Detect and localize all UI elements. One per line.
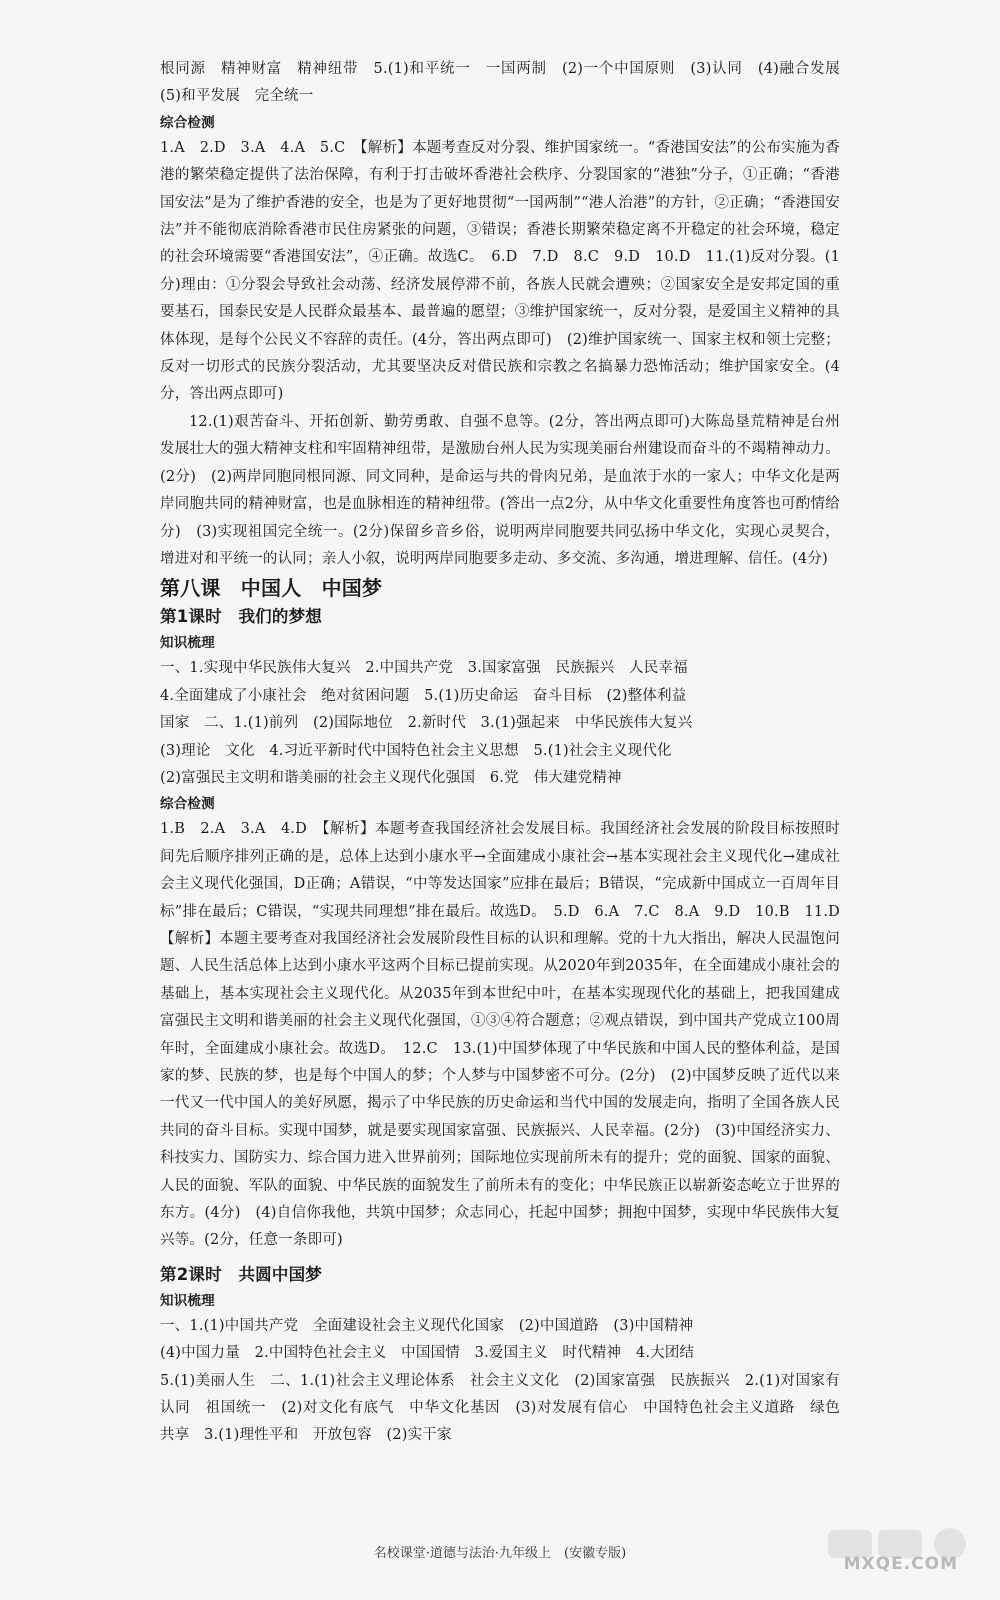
para-block1: 根同源 精神财富 精神纽带 5.(1)和平统一 一国两制 (2)一个中国原则 (3)认同 (4)融合发展 (5)和平发展 完全统一 — [160, 61, 855, 105]
para-block2: 1.A 2.D 3.A 4.A 5.C 【解析】本题考查反对分裂、维护国家统一。“香港国安法”的公布实施为香港的繁荣稳定提供了法治保障，有利于打击破坏香港社会秩序、分裂国家的“港独”分子，①正确；“香港国安法”是为了维护香港的安全，也是为了更好地贯彻“一国两制”“港人治港”的方针，②正确；“香港国安法”并不能彻底消除香港市民住房紧张的问题，③错误；香港长期繁荣稳定离不开稳定的社会环境，稳定的社会环境需要“香港国安法”，④正确。故选C。 6.D 7.D 8.C 9.D 10.D 11.(1)反对分裂。(1分)理由：①分裂会导致社会动荡、经济发展停滞不前，各族人民就会遭殃；②国家安全是安邦定国的重要基石，国泰民安是人民群众最基本、最普遍的愿望；③维护国家统一，反对分裂，是爱国主义精神的具体体现，是每个公民义不容辞的责任。(4分，答出两点即可) (2)维护国家统一、国家主权和领土完整；反对一切形式的民族分裂活动，尤其要坚决反对借民族和宗教之名搞暴力恐怖活动；维护国家安全。(4分，答出两点即可) — [160, 139, 840, 403]
para-block3: 12.(1)艰苦奋斗、开拓创新、勤劳勇敢、自强不息等。(2分，答出两点即可)大陈岛垦荒精神是台州发展壮大的强大精神支柱和牢固精神纽带，是激励台州人民为实现美丽台州建设而奋斗的不竭精神动力。(2分) (2)两岸同胞同根同源、同文同种，是命运与共的骨肉兄弟，是血浓于水的一家人；中华文化是两岸同胞共同的精神财富，也是血脉相连的精神纽带。(答出一点2分，从中华文化重要性角度答也可酌情给分) (3)实现祖国完全统一。(2分)保留乡音乡俗，说明两岸同胞要共同弘扬中华文化，实现心灵契合，增进对和平统一的认同；亲人小叙，说明两岸同胞要多走动、多交流、多沟通，增进理解、信任。(4分) — [160, 413, 840, 567]
section-heading-zhishi-1: 知识梳理 — [160, 635, 215, 652]
period-title-2: 第2课时 共圆中国梦 — [160, 1264, 322, 1284]
answer-page — [160, 56, 855, 1450]
watermark-text: MXQE.COM — [843, 1554, 958, 1574]
para-block4-line4: (3)理论 文化 4.习近平新时代中国特色社会主义思想 5.(1)社会主义现代化 — [160, 742, 672, 759]
section-heading-zhishi-2: 知识梳理 — [160, 1292, 215, 1309]
para-block6-line2: (4)中国力量 2.中国特色社会主义 中国国情 3.爱国主义 时代精神 4.大团结 — [160, 1345, 695, 1362]
section-heading-zonghe-2: 综合检测 — [160, 796, 215, 813]
para-block4-line2: 4.全面建成了小康社会 绝对贫困问题 5.(1)历史命运 奋斗目标 (2)整体利益 — [160, 687, 687, 704]
para-block4-line5: (2)富强民主文明和谐美丽的社会主义现代化强国 6.党 伟大建党精神 — [160, 769, 622, 786]
para-block4-line3: 国家 二、1.(1)前列 (2)国际地位 2.新时代 3.(1)强起来 中华民族伟大复兴 — [160, 715, 693, 732]
page-footer: 名校课堂·道德与法治·九年级上 (安徽专版) — [373, 1546, 627, 1561]
section-heading-zonghe-1: 综合检测 — [160, 114, 215, 131]
period-title-1: 第1课时 我们的梦想 — [160, 607, 322, 627]
para-block5: 1.B 2.A 3.A 4.D 【解析】本题考查我国经济社会发展目标。我国经济社会发展的阶段目标按照时间先后顺序排列正确的是，总体上达到小康水平→全面建成小康社会→基本实现社会主义现代化→建成社会主义现代化强国，D正确；A错误，“中等发达国家”应排在最后；B错误，“完成新中国成立一百周年目标”排在最后；C错误，“实现共同理想”排在最后。故选D。 5.D 6.A 7.C 8.A 9.D 10.B 11.D 【解析】本题主要考查对我国经济社会发展阶段性目标的认识和理解。党的十九大指出，解决人民温饱问题、人民生活总体上达到小康水平这两个目标已提前实现。从2020年到2035年，在全面建成小康社会的基础上，基本实现社会主义现代化。从2035年到本世纪中叶，在基本实现现代化的基础上，把我国建成富强民主文明和谐美丽的社会主义现代化强国，①③④符合题意；②观点错误，到中国共产党成立100周年时，全面建成小康社会。故选D。 12.C 13.(1)中国梦体现了中华民族和中国人民的整体利益，是国家的梦、民族的梦，也是每个中国人的梦；个人梦与中国梦密不可分。(2分) (2)中国梦反映了近代以来一代又一代中国人的美好夙愿，揭示了中华民族的历史命运和当代中国的发展走向，指明了全国各族人民共同的奋斗目标。实现中国梦，就是要实现国家富强、民族振兴、人民幸福。(2分) (3)中国经济实力、科技实力、国防实力、综合国力进入世界前列；国际地位实现前所未有的提升；党的面貌、国家的面貌、人民的面貌、军队的面貌、中华民族的面貌发生了前所未有的变化；中华民族正以崭新姿态屹立于世界的东方。(4分) (4)自信你我他，共筑中国梦；众志同心，托起中国梦；拥抱中国梦，实现中华民族伟大复兴等。(2分，任意一条即可) — [160, 821, 855, 1249]
para-block6-line3: 5.(1)美丽人生 二、1.(1)社会主义理论体系 社会主义文化 (2)国家富强 民族振兴 2.(1)对国家有认同 祖国统一 (2)对文化有底气 中华文化基因 (3)对发展有信心 中国特色社会主义道路 绿色 共享 3.(1)理性平和 开放包容 (2)实干家 — [160, 1372, 855, 1444]
watermark-logo — [822, 1524, 982, 1584]
para-block4-line1: 一、1.实现中华民族伟大复兴 2.中国共产党 3.国家富强 民族振兴 人民幸福 — [160, 660, 688, 677]
lesson-title: 第八课 中国人 中国梦 — [160, 576, 383, 601]
para-block6-line1: 一、1.(1)中国共产党 全面建设社会主义现代化国家 (2)中国道路 (3)中国精神 — [160, 1317, 694, 1334]
